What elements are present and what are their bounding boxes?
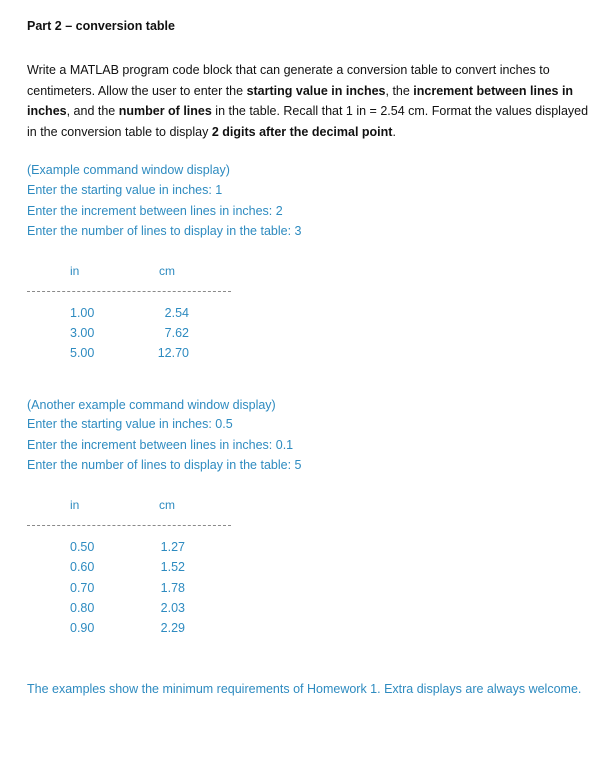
footer-note: The examples show the minimum requirements of Homework 1. Extra displays are always welcome. — [27, 682, 582, 696]
table-cell-inches: 0.70 — [70, 580, 95, 595]
table-cell-cm: 7.62 — [164, 326, 189, 340]
instructions-bold-number-of-lines: number of lines — [118, 104, 212, 118]
table-cell-inches: 1.00 — [70, 306, 95, 320]
instructions-text-3: , and the — [66, 104, 119, 118]
instructions-bold-increment: increment between lines in inches — [27, 83, 574, 118]
table-cell-inches: 5.00 — [70, 346, 95, 360]
example2-title: (Another example command window display) — [27, 398, 276, 412]
table-cell-cm: 12.70 — [157, 346, 189, 360]
example2-divider — [27, 525, 231, 526]
table-cell-inches: 0.60 — [70, 560, 95, 575]
instructions-text-4: in the table. Recall that 1 in = 2.54 cm. Format the values displayed in the conversion table to display — [27, 104, 589, 139]
instructions-text-5: . — [392, 124, 396, 139]
table-cell-cm: 1.52 — [160, 560, 185, 575]
table-cell-cm: 1.27 — [160, 540, 185, 554]
example2-header-cm: cm — [159, 498, 175, 512]
table-cell-inches: 0.90 — [70, 621, 95, 636]
table-cell-inches: 0.80 — [70, 600, 95, 615]
example1-header-cm: cm — [159, 264, 175, 278]
instructions-paragraph — [27, 60, 589, 142]
table-cell-cm: 2.54 — [164, 306, 189, 320]
example1-divider — [27, 291, 231, 292]
instructions-text-2: , the — [385, 83, 414, 98]
example2-prompt-lines: Enter the number of lines to display in the table: 5 — [27, 458, 302, 472]
example1-title: (Example command window display) — [27, 163, 230, 177]
example1-prompt-start: Enter the starting value in inches: 1 — [27, 183, 223, 197]
instructions-text-1: Write a MATLAB program code block that can generate a conversion table to convert inches to centimeters. Allow the user to enter the — [27, 63, 550, 98]
example1-prompt-lines: Enter the number of lines to display in the table: 3 — [27, 224, 302, 238]
example1-prompt-increment: Enter the increment between lines in inches: 2 — [27, 204, 283, 218]
example2-prompt-increment: Enter the increment between lines in inches: 0.1 — [27, 438, 294, 452]
instructions-bold-starting-value: starting value in inches — [246, 83, 386, 98]
section-heading: Part 2 – conversion table — [27, 19, 175, 33]
instructions-bold-two-digits: 2 digits after the decimal point — [211, 124, 393, 139]
table-cell-cm: 2.03 — [160, 600, 185, 615]
example1-header-in: in — [70, 264, 80, 278]
table-cell-inches: 3.00 — [70, 326, 95, 340]
table-cell-inches: 0.50 — [70, 540, 95, 554]
table-cell-cm: 2.29 — [160, 621, 185, 636]
example2-prompt-start: Enter the starting value in inches: 0.5 — [27, 417, 233, 431]
example2-header-in: in — [70, 498, 80, 512]
table-cell-cm: 1.78 — [160, 580, 185, 595]
